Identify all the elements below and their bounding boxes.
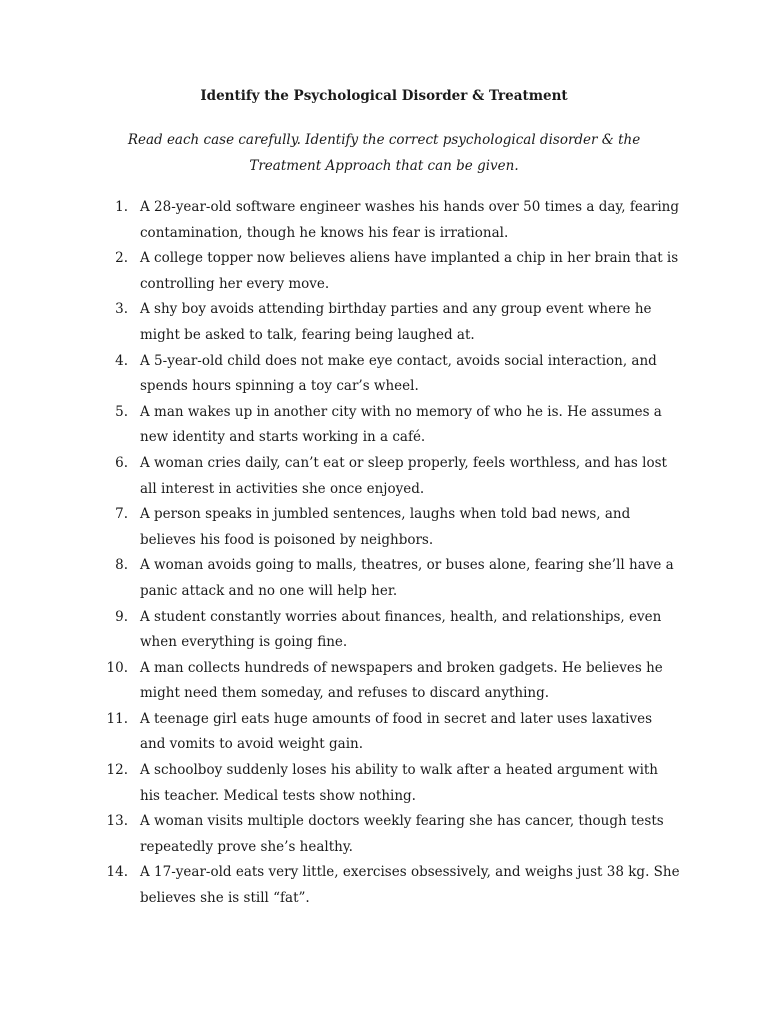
case-text: A 17-year-old eats very little, exercises obsessively, and weighs just 38 kg. She believes she is still “fat”. (140, 864, 680, 907)
case-text: A person speaks in jumbled sentences, laughs when told bad news, and believes his food is poisoned by neighbors. (140, 506, 631, 548)
case-list (0, 195, 768, 912)
case-number: 10. (106, 659, 128, 676)
case-text: A woman avoids going to malls, theatres, or buses alone, fearing she’ll have a panic attack and no one will help her. (140, 557, 674, 599)
case-item (0, 400, 680, 451)
case-text: A student constantly worries about finances, health, and relationships, even when everything is going fine. (140, 608, 662, 651)
case-item (0, 195, 680, 246)
case-item (0, 605, 680, 656)
case-number: 3. (115, 301, 128, 318)
case-item (0, 502, 680, 553)
case-text: A woman visits multiple doctors weekly fearing she has cancer, though tests repeatedly prove she’s healthy. (140, 813, 664, 855)
case-number: 11. (106, 710, 128, 727)
case-item (0, 707, 680, 758)
case-number: 12. (106, 762, 128, 779)
case-number: 8. (115, 557, 128, 574)
case-text: A teenage girl eats huge amounts of food in secret and later uses laxatives and vomits to avoid weight gain. (140, 710, 653, 753)
case-item (0, 860, 680, 911)
case-text: A schoolboy suddenly loses his ability to walk after a heated argument with his teacher. Medical tests show nothing. (140, 762, 659, 804)
case-number: 6. (115, 454, 128, 471)
case-item (0, 297, 680, 348)
case-number: 1. (115, 199, 128, 215)
case-number: 2. (115, 250, 128, 267)
case-number: 5. (115, 403, 128, 420)
case-item (0, 451, 680, 502)
case-number: 4. (115, 352, 128, 369)
case-item (0, 553, 680, 604)
case-number: 7. (115, 506, 128, 523)
case-text: A woman cries daily, can’t eat or sleep properly, feels worthless, and has lost all interest in activities she once enjoyed. (140, 454, 667, 497)
instructions-text: Read each case carefully. Identify the correct psychological disorder & the Treatment Approach that can be given. (127, 132, 641, 174)
case-number: 14. (106, 864, 128, 881)
case-item (0, 656, 680, 707)
case-item (0, 758, 680, 809)
case-item (0, 246, 680, 297)
case-text: A college topper now believes aliens have implanted a chip in her brain that is controlling her every move. (140, 250, 679, 292)
case-text: A man wakes up in another city with no memory of who he is. He assumes a new identity and starts working in a café. (140, 403, 662, 446)
case-text: A 5-year-old child does not make eye contact, avoids social interaction, and spends hours spinning a toy car’s wheel. (140, 352, 657, 395)
case-text: A man collects hundreds of newspapers and broken gadgets. He believes he might need them someday, and refuses to discard anything. (140, 659, 663, 702)
case-text: A 28-year-old software engineer washes his hands over 50 times a day, fearing contamination, though he knows his fear is irrational. (140, 199, 679, 241)
case-number: 13. (106, 813, 128, 830)
case-item (0, 349, 680, 400)
case-number: 9. (115, 608, 128, 625)
document-title: Identify the Psychological Disorder & Treatment (200, 88, 568, 104)
case-item (0, 809, 680, 860)
case-text: A shy boy avoids attending birthday parties and any group event where he might be asked to talk, fearing being laughed at. (140, 301, 652, 343)
